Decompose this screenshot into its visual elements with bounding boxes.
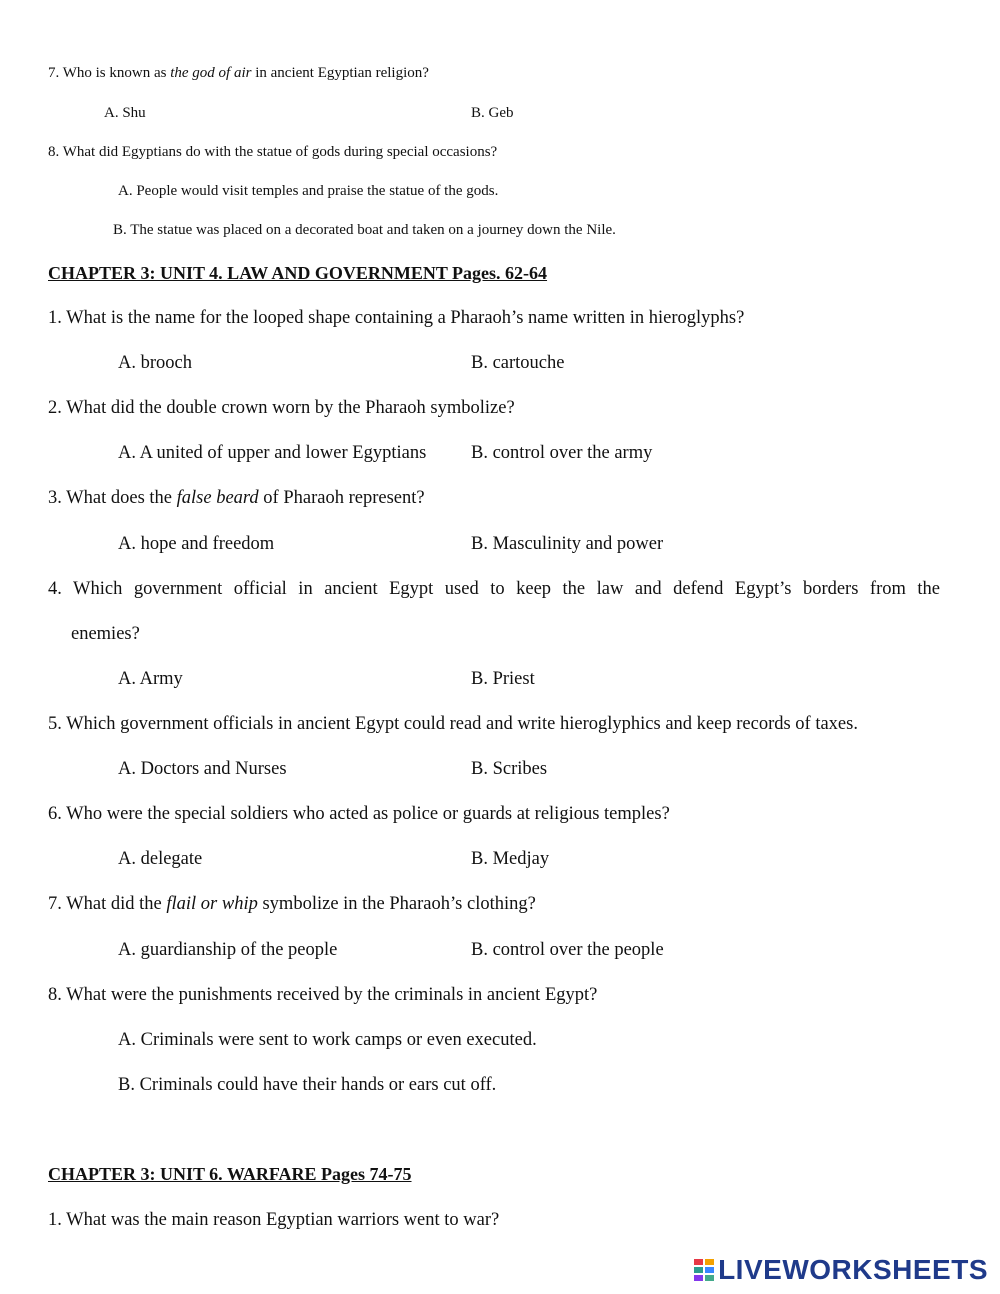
law-q2-option-b[interactable]: B. control over the army (471, 443, 653, 463)
q7-option-b[interactable]: B. Geb (471, 105, 514, 121)
liveworksheets-logo-text: LIVEWORKSHEETS (718, 1254, 988, 1285)
law-question-7: 7. What did the flail or whip symbolize in the Pharaoh’s clothing? (48, 894, 536, 914)
law-q3-option-b[interactable]: B. Masculinity and power (471, 534, 664, 554)
law-q5-option-b[interactable]: B. Scribes (471, 759, 548, 779)
law-question-3: 3. What does the false beard of Pharaoh represent? (48, 488, 425, 508)
law-question-6: 6. Who were the special soldiers who acted as police or guards at religious temples? (48, 804, 670, 824)
law-question-4 (48, 567, 940, 657)
law-q1-option-a[interactable]: A. brooch (118, 353, 192, 373)
law-q1-option-b[interactable]: B. cartouche (471, 353, 565, 373)
question-8-statue: 8. What did Egyptians do with the statue of gods during special occasions? (48, 144, 498, 160)
law-question-8: 8. What were the punishments received by the criminals in ancient Egypt? (48, 985, 598, 1005)
law-q2-option-a[interactable]: A. A united of upper and lower Egyptians (118, 443, 427, 463)
liveworksheets-logo (694, 1255, 988, 1285)
law-q8-option-b[interactable]: B. Criminals could have their hands or ears cut off. (118, 1075, 497, 1095)
law-question-1: 1. What is the name for the looped shape containing a Pharaoh’s name written in hieroglyphs? (48, 308, 745, 328)
law-q7-option-a[interactable]: A. guardianship of the people (118, 940, 338, 960)
warfare-question-1: 1. What was the main reason Egyptian warriors went to war? (48, 1210, 500, 1230)
law-q5-option-a[interactable]: A. Doctors and Nurses (118, 759, 287, 779)
section-heading-warfare: CHAPTER 3: UNIT 6. WARFARE Pages 74-75 (48, 1164, 412, 1184)
law-q6-option-a[interactable]: A. delegate (118, 849, 203, 869)
law-q4-option-a[interactable]: A. Army (118, 669, 183, 689)
law-q6-option-b[interactable]: B. Medjay (471, 849, 550, 869)
law-q7-option-b[interactable]: B. control over the people (471, 940, 664, 960)
law-question-2: 2. What did the double crown worn by the Pharaoh symbolize? (48, 398, 515, 418)
law-q8-option-a[interactable]: A. Criminals were sent to work camps or even executed. (118, 1030, 537, 1050)
law-question-4-line-2: enemies? (71, 624, 140, 644)
section-heading-law-government: CHAPTER 3: UNIT 4. LAW AND GOVERNMENT Pages. 62-64 (48, 263, 548, 283)
liveworksheets-logo-icon (694, 1259, 714, 1281)
q8-option-a[interactable]: A. People would visit temples and praise the statue of the gods. (118, 183, 499, 199)
law-question-4-line-1: 4. Which government official in ancient Egypt used to keep the law and defend Egypt’s borders from the (48, 579, 940, 599)
law-q4-option-b[interactable]: B. Priest (471, 669, 535, 689)
law-q3-option-a[interactable]: A. hope and freedom (118, 534, 275, 554)
law-question-5: 5. Which government officials in ancient Egypt could read and write hieroglyphics and keep records of taxes. (48, 714, 858, 734)
question-7-god-of-air: 7. Who is known as the god of air in ancient Egyptian religion? (48, 65, 429, 81)
q8-option-b[interactable]: B. The statue was placed on a decorated boat and taken on a journey down the Nile. (113, 222, 616, 238)
q7-option-a[interactable]: A. Shu (104, 105, 146, 121)
